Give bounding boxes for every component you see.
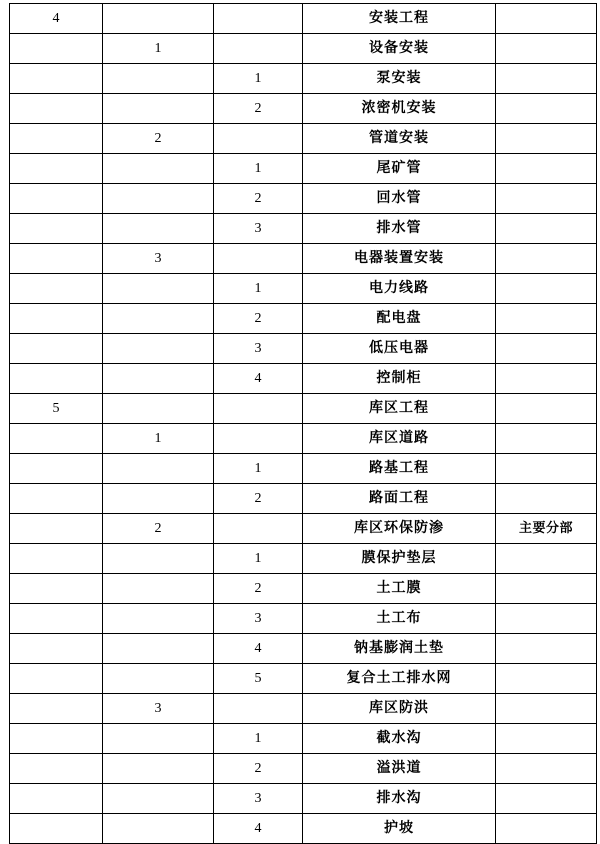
table-cell: [496, 544, 597, 574]
table-cell: [496, 4, 597, 34]
table-cell: 1: [214, 64, 303, 94]
table-cell: [496, 154, 597, 184]
table-cell: [214, 514, 303, 544]
table-cell: 路基工程: [303, 454, 496, 484]
table-cell: 电器装置安装: [303, 244, 496, 274]
table-row: [10, 334, 597, 364]
table-cell: 1: [103, 424, 214, 454]
table-row: [10, 604, 597, 634]
table-cell: [214, 34, 303, 64]
table-cell: [214, 124, 303, 154]
table-cell: [103, 814, 214, 844]
table-cell: [10, 754, 103, 784]
table-cell: 库区工程: [303, 394, 496, 424]
table-cell: [496, 334, 597, 364]
table-body: [10, 4, 597, 844]
table-cell: 路面工程: [303, 484, 496, 514]
table-cell: [496, 64, 597, 94]
table-cell: 浓密机安装: [303, 94, 496, 124]
table-cell: 钠基膨润土垫: [303, 634, 496, 664]
table-cell: 溢洪道: [303, 754, 496, 784]
table-cell: 5: [10, 394, 103, 424]
table-cell: [10, 424, 103, 454]
table-cell: [103, 184, 214, 214]
table-cell: [496, 634, 597, 664]
table-cell: 电力线路: [303, 274, 496, 304]
table-cell: [214, 694, 303, 724]
table-cell: [496, 664, 597, 694]
table-cell: 膜保护垫层: [303, 544, 496, 574]
table-cell: [496, 574, 597, 604]
table-cell: [214, 4, 303, 34]
table-cell: [10, 694, 103, 724]
work-breakdown-table: [9, 3, 597, 844]
table-cell: [10, 364, 103, 394]
table-row: [10, 364, 597, 394]
table-cell: 复合土工排水网: [303, 664, 496, 694]
table-cell: [496, 274, 597, 304]
table-cell: [10, 304, 103, 334]
table-cell: [10, 784, 103, 814]
table-cell: [10, 64, 103, 94]
table-cell: 3: [214, 334, 303, 364]
table-cell: [496, 754, 597, 784]
table-cell: 1: [214, 724, 303, 754]
table-cell: [10, 334, 103, 364]
table-cell: [10, 814, 103, 844]
table-cell: [103, 484, 214, 514]
table-cell: [10, 514, 103, 544]
table-cell: [496, 94, 597, 124]
table-row: [10, 214, 597, 244]
table-cell: 库区环保防渗: [303, 514, 496, 544]
table-cell: 4: [214, 634, 303, 664]
table-cell: 3: [214, 214, 303, 244]
table-row: [10, 574, 597, 604]
table-cell: [10, 664, 103, 694]
table-cell: [103, 64, 214, 94]
table-cell: [10, 184, 103, 214]
table-cell: 2: [214, 184, 303, 214]
table-cell: [496, 364, 597, 394]
table-row: [10, 154, 597, 184]
table-cell: [103, 454, 214, 484]
table-cell: [103, 334, 214, 364]
table-cell: [496, 214, 597, 244]
table-row: [10, 724, 597, 754]
table-row: [10, 664, 597, 694]
table-cell: [103, 634, 214, 664]
table-cell: 排水沟: [303, 784, 496, 814]
table-cell: 2: [214, 484, 303, 514]
table-cell: [10, 454, 103, 484]
table-cell: [10, 94, 103, 124]
table-cell: [496, 184, 597, 214]
table-cell: [103, 544, 214, 574]
table-cell: 泵安装: [303, 64, 496, 94]
table-row: [10, 454, 597, 484]
table-cell: [103, 604, 214, 634]
table-row: [10, 424, 597, 454]
table-cell: 库区防洪: [303, 694, 496, 724]
table-cell: 管道安装: [303, 124, 496, 154]
table-cell: [10, 274, 103, 304]
table-cell: [103, 394, 214, 424]
table-cell: 1: [214, 454, 303, 484]
document-page: [0, 3, 600, 836]
table-cell: 土工布: [303, 604, 496, 634]
table-cell: 截水沟: [303, 724, 496, 754]
table-cell: [214, 424, 303, 454]
table-row: [10, 514, 597, 544]
table-cell: 控制柜: [303, 364, 496, 394]
table-row: [10, 184, 597, 214]
table-row: [10, 694, 597, 724]
table-row: [10, 244, 597, 274]
table-cell: [214, 394, 303, 424]
table-cell: [103, 154, 214, 184]
table-cell: [214, 244, 303, 274]
table-cell: [103, 304, 214, 334]
table-cell: [496, 484, 597, 514]
table-cell: [103, 724, 214, 754]
table-cell: 护坡: [303, 814, 496, 844]
table-cell: 设备安装: [303, 34, 496, 64]
table-cell: [103, 4, 214, 34]
table-cell: [10, 484, 103, 514]
table-cell: 3: [214, 784, 303, 814]
table-cell: 1: [214, 544, 303, 574]
table-row: [10, 394, 597, 424]
table-cell: [496, 724, 597, 754]
table-cell: 土工膜: [303, 574, 496, 604]
table-cell: [103, 94, 214, 124]
table-cell: [10, 574, 103, 604]
table-cell: [103, 364, 214, 394]
table-row: [10, 4, 597, 34]
table-cell: 1: [214, 154, 303, 184]
table-row: [10, 634, 597, 664]
table-row: [10, 94, 597, 124]
table-row: [10, 784, 597, 814]
table-cell: 3: [214, 604, 303, 634]
table-row: [10, 304, 597, 334]
table-cell: 2: [214, 574, 303, 604]
table-cell: [496, 814, 597, 844]
table-cell: [103, 214, 214, 244]
table-cell: 5: [214, 664, 303, 694]
table-row: [10, 274, 597, 304]
table-cell: [10, 604, 103, 634]
table-cell: [10, 154, 103, 184]
table-cell: [103, 274, 214, 304]
table-cell: [496, 424, 597, 454]
table-cell: [496, 784, 597, 814]
table-cell: 3: [103, 694, 214, 724]
table-cell: [496, 604, 597, 634]
table-cell: 4: [214, 814, 303, 844]
table-cell: 主要分部: [496, 514, 597, 544]
table-cell: 2: [214, 754, 303, 784]
table-cell: 2: [103, 124, 214, 154]
table-cell: [496, 454, 597, 484]
table-cell: [103, 574, 214, 604]
table-cell: [103, 784, 214, 814]
table-cell: [10, 34, 103, 64]
table-cell: [496, 394, 597, 424]
table-cell: 4: [10, 4, 103, 34]
table-cell: [10, 544, 103, 574]
table-cell: 3: [103, 244, 214, 274]
table-cell: 安装工程: [303, 4, 496, 34]
table-cell: 低压电器: [303, 334, 496, 364]
table-cell: [103, 754, 214, 784]
table-cell: 1: [214, 274, 303, 304]
table-row: [10, 484, 597, 514]
table-cell: 尾矿管: [303, 154, 496, 184]
table-cell: [496, 304, 597, 334]
table-row: [10, 34, 597, 64]
table-cell: [496, 34, 597, 64]
table-row: [10, 64, 597, 94]
table-cell: 1: [103, 34, 214, 64]
table-cell: 排水管: [303, 214, 496, 244]
table-cell: 2: [214, 94, 303, 124]
table-cell: 回水管: [303, 184, 496, 214]
table-cell: [103, 664, 214, 694]
table-row: [10, 754, 597, 784]
table-cell: [10, 124, 103, 154]
table-cell: [10, 244, 103, 274]
table-cell: [496, 124, 597, 154]
table-row: [10, 124, 597, 154]
table-row: [10, 814, 597, 844]
table-cell: 2: [214, 304, 303, 334]
table-cell: 库区道路: [303, 424, 496, 454]
table-row: [10, 544, 597, 574]
table-cell: [496, 694, 597, 724]
table-cell: 配电盘: [303, 304, 496, 334]
table-cell: [496, 244, 597, 274]
table-cell: [10, 214, 103, 244]
table-cell: [10, 634, 103, 664]
table-cell: 2: [103, 514, 214, 544]
table-cell: 4: [214, 364, 303, 394]
table-cell: [10, 724, 103, 754]
